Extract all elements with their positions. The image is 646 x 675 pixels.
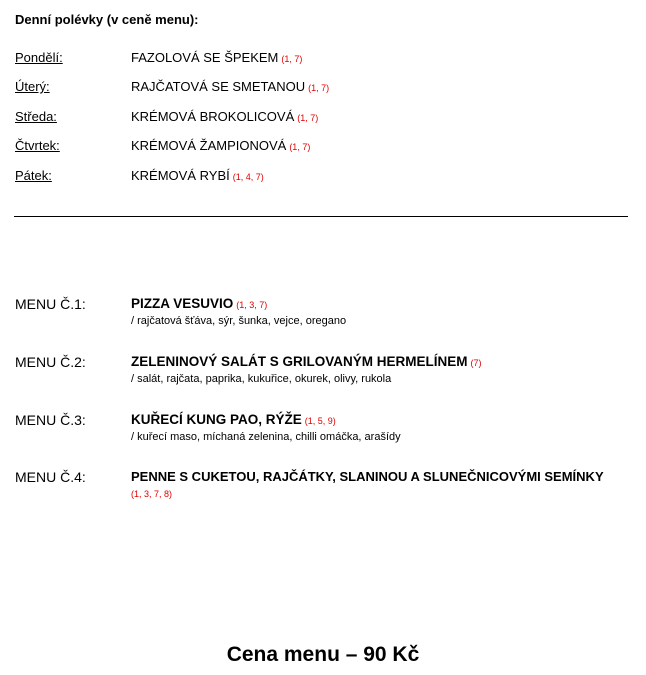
menu-1-dish: [131, 296, 267, 311]
soup-allergens: (1, 7): [281, 54, 303, 64]
soup-name: KRÉMOVÁ BROKOLICOVÁ: [131, 109, 295, 124]
soup-day-friday: Pátek:: [15, 168, 52, 183]
dish-name: ZELENINOVÝ SALÁT S GRILOVANÝM HERMELÍNEM: [131, 354, 468, 369]
menu-3-description: / kuřecí maso, míchaná zelenina, chilli omáčka, arašídy: [131, 431, 401, 443]
soup-name: FAZOLOVÁ SE ŠPEKEM: [131, 50, 279, 65]
menu-1-description: / rajčatová šťáva, sýr, šunka, vejce, oregano: [131, 315, 347, 327]
dish-allergens: (1, 5, 9): [304, 416, 336, 426]
menu-2-description: / salát, rajčata, paprika, kukuřice, okurek, olivy, rukola: [131, 373, 392, 385]
dish-allergens: (1, 3, 7): [236, 300, 268, 310]
divider-line: [14, 216, 628, 217]
soup-allergens: (1, 7): [289, 142, 311, 152]
menu-4-allergens: (1, 3, 7, 8): [131, 489, 173, 499]
dish-name: KUŘECÍ KUNG PAO, RÝŽE: [131, 412, 302, 427]
soup-name: KRÉMOVÁ ŽAMPIONOVÁ: [131, 138, 287, 153]
menu-4-dish: PENNE S CUKETOU, RAJČÁTKY, SLANINOU A SLUNEČNICOVÝMI SEMÍNKY: [131, 469, 604, 484]
menu-3-label: MENU Č.3:: [15, 412, 86, 428]
soup-day-tuesday: Úterý:: [15, 79, 50, 94]
soup-monday: [131, 50, 302, 65]
soup-name: RAJČATOVÁ SE SMETANOU: [131, 79, 306, 94]
soup-thursday: [131, 138, 310, 153]
menu-4-label: MENU Č.4:: [15, 469, 86, 485]
soup-allergens: (1, 4, 7): [232, 172, 264, 182]
soup-tuesday: [131, 79, 329, 94]
soups-heading: Denní polévky (v ceně menu):: [15, 12, 199, 27]
soup-day-monday: Pondělí:: [15, 50, 63, 65]
menu-2-label: MENU Č.2:: [15, 354, 86, 370]
soup-day-wednesday: Středa:: [15, 109, 57, 124]
dish-allergens: (7): [470, 358, 482, 368]
dish-name: PIZZA VESUVIO: [131, 296, 234, 311]
soup-wednesday: [131, 109, 318, 124]
soup-allergens: (1, 7): [297, 113, 319, 123]
menu-1-label: MENU Č.1:: [15, 296, 86, 312]
menu-price: Cena menu – 90 Kč: [226, 643, 420, 666]
soup-day-thursday: Čtvrtek:: [15, 138, 60, 153]
menu-2-dish: [131, 354, 482, 369]
menu-3-dish: [131, 412, 336, 427]
soup-name: KRÉMOVÁ RYBÍ: [131, 168, 230, 183]
soup-friday: [131, 168, 264, 183]
soup-allergens: (1, 7): [308, 83, 330, 93]
